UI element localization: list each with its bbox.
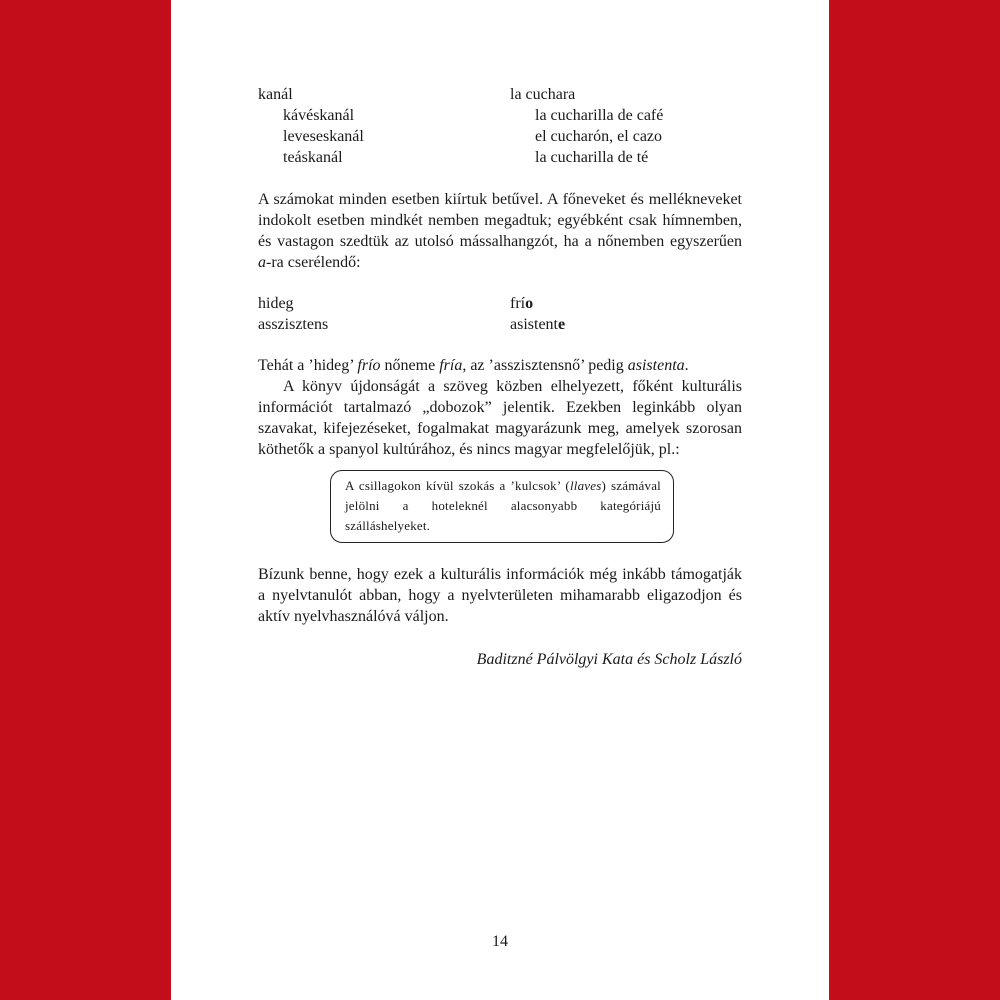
example-spanish <box>510 293 533 314</box>
paragraph-italic: frío <box>357 357 381 374</box>
vocab-row <box>258 105 742 126</box>
vocab-hungarian: leveseskanál <box>283 128 364 145</box>
vocab-list <box>258 84 742 168</box>
paragraph-italic: a <box>258 254 266 271</box>
paragraph-text: , az ’asszisztensnő’ pedig <box>462 357 628 374</box>
author-signature: Baditzné Pálvölgyi Kata és Scholz László <box>476 651 742 668</box>
vocab-spanish: la cucharilla de té <box>535 149 649 166</box>
book-page <box>171 0 829 1000</box>
paragraph-text: A számokat minden esetben kiírtuk betűvel. A főneveket és mellékneveket indokolt esetben mindkét nemben megadtuk; egyébként csak hímnemben, és vastagon szedtük az utolsó mássalhangzót, ha a nőnemben egyszerűen <box>258 191 742 250</box>
box-text: ) számával jelölni a hoteleknél alacsonyabb kategóriájú szálláshelyeket. <box>345 478 661 533</box>
example-hungarian: asszisztens <box>258 316 329 333</box>
vocab-row <box>258 84 742 105</box>
vocab-row <box>258 147 742 168</box>
paragraph-text: -ra cserélendő: <box>266 254 361 271</box>
paragraph-text: nőneme <box>380 357 440 374</box>
paragraph-boxes: A könyv újdonságát a szöveg közben elhelyezett, főként kulturális információt tartalmazó „dobozok” jelentik. Ezekben leginkább olyan szavakat, kifejezéseket, fogalmakat magyarázunk meg, amelyek szorosan köthetők a spanyol kultúrához, és nincs magyar megfelelőjük, pl.: <box>258 378 742 458</box>
culture-info-box <box>330 470 674 543</box>
example-base: frí <box>510 295 526 312</box>
vocab-hungarian: teáskanál <box>283 149 343 166</box>
example-bold-ending: e <box>558 316 566 333</box>
example-spanish <box>510 314 565 335</box>
vocab-row <box>258 126 742 147</box>
example-hungarian: hideg <box>258 295 294 312</box>
example-bold-ending: o <box>525 295 534 312</box>
paragraph-closing: Bízunk benne, hogy ezek a kulturális információk még inkább támogatják a nyelvtanulót abban, hogy a nyelvterületen mihamarabb eligazodjon és aktív nyelvhasználóvá váljon. <box>258 566 742 625</box>
paragraph-italic: fría <box>439 357 463 374</box>
vocab-hungarian: kávéskanál <box>283 107 355 124</box>
paragraph-text: Tehát a ’hideg’ <box>258 357 358 374</box>
example-row <box>258 293 742 314</box>
vocab-hungarian: kanál <box>258 86 293 103</box>
page-content <box>258 84 742 670</box>
paragraph-text: . <box>684 357 689 374</box>
box-italic: llaves <box>569 478 602 493</box>
vocab-spanish: la cucharilla de café <box>535 107 664 124</box>
paragraph-feminine <box>258 355 742 376</box>
example-list <box>258 293 742 335</box>
paragraph-italic: asistenta <box>627 357 685 374</box>
example-row <box>258 314 742 335</box>
paragraph-numbers <box>258 189 742 273</box>
vocab-spanish: el cucharón, el cazo <box>535 128 663 145</box>
box-text: A csillagokon kívül szokás a ’kulcsok’ ( <box>345 478 570 493</box>
vocab-spanish: la cuchara <box>510 86 576 103</box>
page-number: 14 <box>492 933 508 950</box>
example-base: asistent <box>510 316 558 333</box>
